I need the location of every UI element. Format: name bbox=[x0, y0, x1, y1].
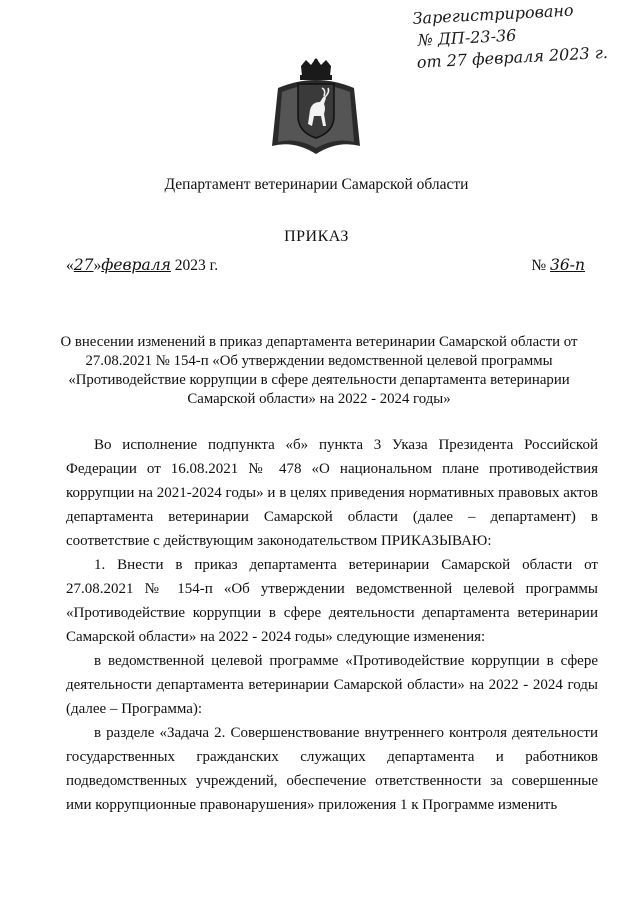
date-open-quote: « bbox=[66, 257, 74, 274]
date-year: 2023 г. bbox=[174, 257, 219, 274]
paragraph-program: в ведомственной целевой программе «Противодействие коррупции в сфере деятельности департамента ветеринарии Самарской области» на 2022 - 2024 годы (далее – Программа): bbox=[66, 653, 598, 717]
coat-of-arms-emblem bbox=[268, 58, 364, 158]
number-prefix: № bbox=[531, 257, 547, 274]
order-subject: О внесении изменений в приказ департамента ветеринарии Самарской области от 27.08.2021 № 154-п «Об утверждении ведомственной целевой программы «Противодействие коррупции в сфере деятельности департамента ветеринарии Самарской области» на 2022 - 2024 годы» bbox=[60, 334, 578, 407]
registration-date: от 27 февраля 2023 г. bbox=[416, 42, 609, 72]
date-month-handwritten: февраля bbox=[101, 256, 171, 274]
number-value-handwritten: 36-п bbox=[550, 256, 585, 274]
registration-label: Зарегистрировано bbox=[412, 0, 575, 28]
date-close-quote: » bbox=[93, 257, 102, 274]
registration-handwritten-note bbox=[412, 0, 630, 74]
paragraph-preamble: Во исполнение подпункта «б» пункта 3 Указа Президента Российской Федерации от 16.08.2021 № 478 «О национальном плане противодействия коррупции на 2021-2024 годы» и в целях приведения нормативных правовых актов департамента ветеринарии Самарской области (далее – департамент) в соответствие с действующим законодательством ПРИКАЗЫВАЮ: bbox=[66, 437, 598, 549]
date-day-handwritten: 27 bbox=[73, 256, 94, 274]
document-type-title: ПРИКАЗ bbox=[284, 228, 349, 245]
paragraph-section-task-2: в разделе «Задача 2. Совершенствование внутреннего контроля деятельности государственных гражданских служащих департамента и работников подведомственных учреждений, обеспечение ответственности за совершенные ими коррупционные правонарушения» приложения 1 к Программе изменить bbox=[66, 725, 598, 813]
order-body bbox=[66, 433, 598, 817]
paragraph-item-1: 1. Внести в приказ департамента ветеринарии Самарской области от 27.08.2021 № 154-п «Об утверждении ведомственной целевой программы «Противодействие коррупции в сфере деятельности департамента ветеринарии Самарской области» на 2022 - 2024 годы» следующие изменения: bbox=[66, 557, 598, 645]
order-number bbox=[531, 256, 585, 275]
registration-number: № ДП-23-36 bbox=[417, 25, 517, 50]
order-date bbox=[66, 256, 218, 275]
department-name: Департамент ветеринарии Самарской области bbox=[164, 176, 469, 193]
